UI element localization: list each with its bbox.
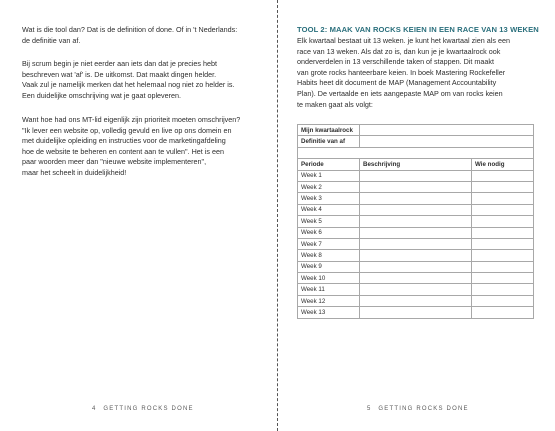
text-line: de definitie van af.	[22, 35, 81, 45]
table-row	[298, 227, 534, 238]
table-row	[298, 125, 534, 136]
needed-cell	[472, 250, 534, 261]
text-line: "Ik lever een website op, volledig gevuld en live op ons domein en	[22, 125, 232, 135]
table-row	[298, 136, 534, 147]
right-footer	[367, 406, 469, 412]
text-line: Want hoe had ons MT-lid eigenlijk zijn prioriteit moeten omschrijven?	[22, 115, 241, 124]
label-definition: Definitie van af	[298, 136, 360, 147]
description-cell	[360, 284, 472, 295]
column-header-description: Beschrijving	[360, 159, 472, 170]
text-line: beschreven wat 'af' is. De uitkomst. Dat maakt dingen helder.	[22, 69, 217, 79]
week-label: Week 7	[298, 238, 360, 249]
text-line: race van 13 weken. Als dat zo is, dan kun je je kwartaalrock ook	[297, 46, 501, 56]
text-line: onderverdelen in 13 verschillende taken of stappen. Dit maakt	[297, 57, 494, 67]
week-label: Week 2	[298, 181, 360, 192]
needed-cell	[472, 216, 534, 227]
needed-cell	[472, 238, 534, 249]
left-footer	[92, 406, 194, 412]
text-line: Elk kwartaal bestaat uit 13 weken. je kunt het kwartaal zien als een	[297, 36, 510, 45]
rock-field	[360, 125, 534, 136]
needed-cell	[472, 193, 534, 204]
text-line: te maken gaat als volgt:	[297, 99, 373, 109]
needed-cell	[472, 181, 534, 192]
table-row	[298, 216, 534, 227]
description-cell	[360, 261, 472, 272]
week-label: Week 4	[298, 204, 360, 215]
description-cell	[360, 181, 472, 192]
table-row	[298, 238, 534, 249]
description-cell	[360, 227, 472, 238]
needed-cell	[472, 227, 534, 238]
text-line: Habits heet dit document de MAP (Management Accountability	[297, 78, 497, 88]
table-row	[298, 193, 534, 204]
needed-cell	[472, 295, 534, 306]
week-label: Week 3	[298, 193, 360, 204]
spacer-cell	[298, 147, 534, 158]
week-label: Week 10	[298, 273, 360, 284]
table-row	[298, 284, 534, 295]
table-row	[298, 250, 534, 261]
table-row	[298, 170, 534, 181]
text-line: maar het scheelt in duidelijkheid!	[22, 167, 127, 177]
table-header-row	[298, 159, 534, 170]
text-line: met duidelijke opleiding en instructies voor de marketingafdeling	[22, 136, 226, 146]
table-row	[298, 307, 534, 318]
week-label: Week 13	[298, 307, 360, 318]
description-cell	[360, 295, 472, 306]
table-row	[298, 204, 534, 215]
text-line: Vaak zul je namelijk merken dat het helemaal nog niet zo helder is.	[22, 80, 235, 90]
needed-cell	[472, 273, 534, 284]
week-label: Week 5	[298, 216, 360, 227]
description-cell	[360, 250, 472, 261]
table-row	[298, 295, 534, 306]
text-line: van grote rocks hanteerbare keien. In boek Mastering Rockefeller	[297, 67, 506, 77]
table-row	[298, 261, 534, 272]
description-cell	[360, 204, 472, 215]
column-header-period: Periode	[298, 159, 360, 170]
right-page	[279, 0, 555, 431]
needed-cell	[472, 284, 534, 295]
page-number: 4	[92, 406, 97, 412]
text-line: Een duidelijke omschrijving wat je gaat opleveren.	[22, 90, 182, 100]
description-cell	[360, 307, 472, 318]
footer-title: GETTING ROCKS DONE	[378, 406, 469, 412]
needed-cell	[472, 170, 534, 181]
right-paragraph	[297, 36, 542, 110]
page-divider	[277, 0, 278, 431]
week-label: Week 1	[298, 170, 360, 181]
text-line: Wat is die tool dan? Dat is de definition of done. Of in 't Nederlands:	[22, 25, 238, 34]
left-paragraph-2	[22, 59, 267, 101]
section-heading: TOOL 2: MAAK VAN ROCKS KEIEN IN EEN RACE VAN 13 WEKEN	[297, 25, 539, 34]
text-line: hoe de website te beheren en content aan te vullen". Het is een	[22, 146, 224, 156]
text-line: paar woorden meer dan "nieuwe website implementeren",	[22, 157, 207, 167]
description-cell	[360, 273, 472, 284]
description-cell	[360, 170, 472, 181]
left-page	[0, 0, 277, 431]
needed-cell	[472, 261, 534, 272]
label-rock: Mijn kwartaalrock	[298, 125, 360, 136]
description-cell	[360, 216, 472, 227]
table-row	[298, 273, 534, 284]
table-row	[298, 181, 534, 192]
text-line: Plan). De vertaalde en iets aangepaste MAP om van rocks keien	[297, 88, 503, 98]
week-label: Week 12	[298, 295, 360, 306]
description-cell	[360, 238, 472, 249]
column-header-needed: Wie nodig	[472, 159, 534, 170]
needed-cell	[472, 204, 534, 215]
description-cell	[360, 193, 472, 204]
left-paragraph-1	[22, 25, 267, 46]
text-line: Bij scrum begin je niet eerder aan iets dan dat je precies hebt	[22, 59, 217, 68]
page-number: 5	[367, 406, 372, 412]
week-label: Week 8	[298, 250, 360, 261]
week-label: Week 9	[298, 261, 360, 272]
map-table	[297, 124, 534, 319]
definition-field	[360, 136, 534, 147]
week-label: Week 6	[298, 227, 360, 238]
footer-title: GETTING ROCKS DONE	[103, 406, 194, 412]
needed-cell	[472, 307, 534, 318]
table-row	[298, 147, 534, 158]
week-label: Week 11	[298, 284, 360, 295]
left-paragraph-3	[22, 115, 267, 179]
